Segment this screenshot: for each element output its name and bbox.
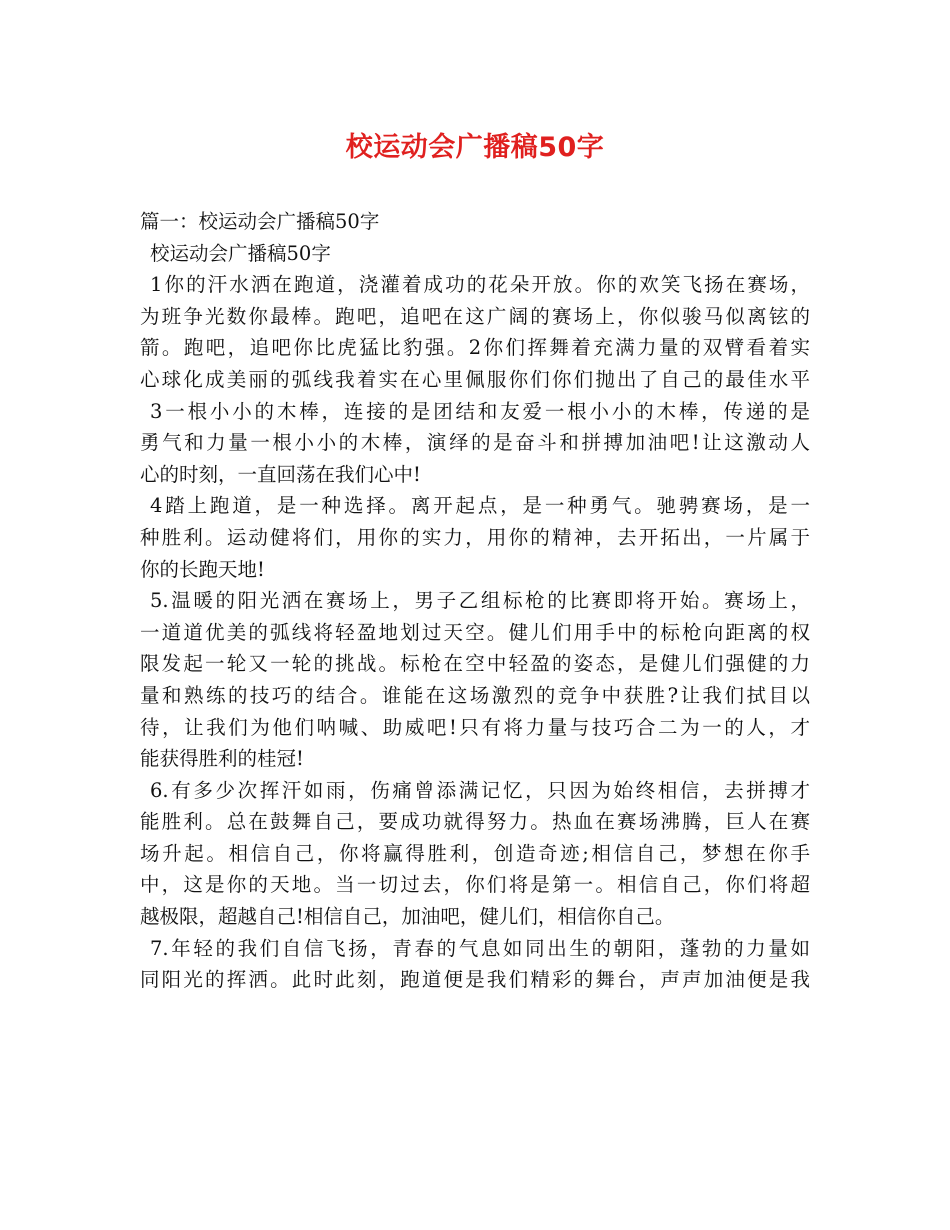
text-line: 心的时刻，一直回荡在我们心中!	[140, 462, 421, 486]
text-line: 勇气和力量一根小小的木棒，演绎的是奋斗和拼搏加油吧!让这激动人	[140, 431, 810, 455]
text-line: 心球化成美丽的弧线我着实在心里佩服你们你们抛出了自己的最佳水平	[140, 367, 810, 391]
text-line: 场升起。相信自己，你将赢得胜利，创造奇迹;相信自己，梦想在你手	[140, 841, 810, 865]
text-line: 一道道优美的弧线将轻盈地划过天空。健儿们用手中的标枪向距离的权	[140, 620, 810, 644]
text-line: 待，让我们为他们呐喊、助威吧!只有将力量与技巧合二为一的人，才	[140, 715, 810, 739]
text-line: 箭。跑吧，追吧你比虎猛比豹强。2你们挥舞着充满力量的双臂看着实	[140, 336, 810, 360]
page-title: 校运动会广播稿50字	[345, 132, 605, 163]
text-line: 7.年轻的我们自信飞扬，青春的气息如同出生的朝阳，蓬勃的力量如	[150, 936, 810, 960]
text-line: 4踏上跑道，是一种选择。离开起点，是一种勇气。驰骋赛场，是一	[150, 494, 810, 518]
text-line: 限发起一轮又一轮的挑战。标枪在空中轻盈的姿态，是健儿们强健的力	[140, 652, 810, 676]
text-line: 篇一：校运动会广播稿50字	[140, 210, 380, 233]
text-line: 同阳光的挥洒。此时此刻，跑道便是我们精彩的舞台，声声加油便是我	[140, 968, 810, 992]
text-line: 6.有多少次挥汗如雨，伤痛曾添满记忆，只因为始终相信，去拼搏才	[150, 778, 810, 802]
text-line: 越极限，超越自己!相信自己，加油吧，健儿们，相信你自己。	[140, 905, 675, 929]
text-line: 能胜利。总在鼓舞自己，要成功就得努力。热血在赛场沸腾，巨人在赛	[140, 810, 810, 834]
text-line: 校运动会广播稿50字	[150, 241, 331, 265]
text-line: 量和熟练的技巧的结合。谁能在这场激烈的竞争中获胜?让我们拭目以	[140, 683, 810, 707]
text-line: 你的长跑天地!	[140, 557, 265, 581]
text-line: 5.温暖的阳光洒在赛场上，男子乙组标枪的比赛即将开始。赛场上，	[150, 589, 810, 613]
text-line: 种胜利。运动健将们，用你的实力，用你的精神，去开拓出，一片属于	[140, 525, 810, 549]
text-line: 3一根小小的木棒，连接的是团结和友爱一根小小的木棒，传递的是	[150, 399, 810, 423]
document-body	[140, 206, 810, 996]
text-line: 1你的汗水洒在跑道，浇灌着成功的花朵开放。你的欢笑飞扬在赛场，	[150, 273, 810, 297]
text-line: 为班争光数你最棒。跑吧，追吧在这广阔的赛场上，你似骏马似离铉的	[140, 304, 810, 328]
text-line: 中，这是你的天地。当一切过去，你们将是第一。相信自己，你们将超	[140, 873, 810, 897]
text-line: 能获得胜利的桂冠!	[140, 747, 304, 771]
